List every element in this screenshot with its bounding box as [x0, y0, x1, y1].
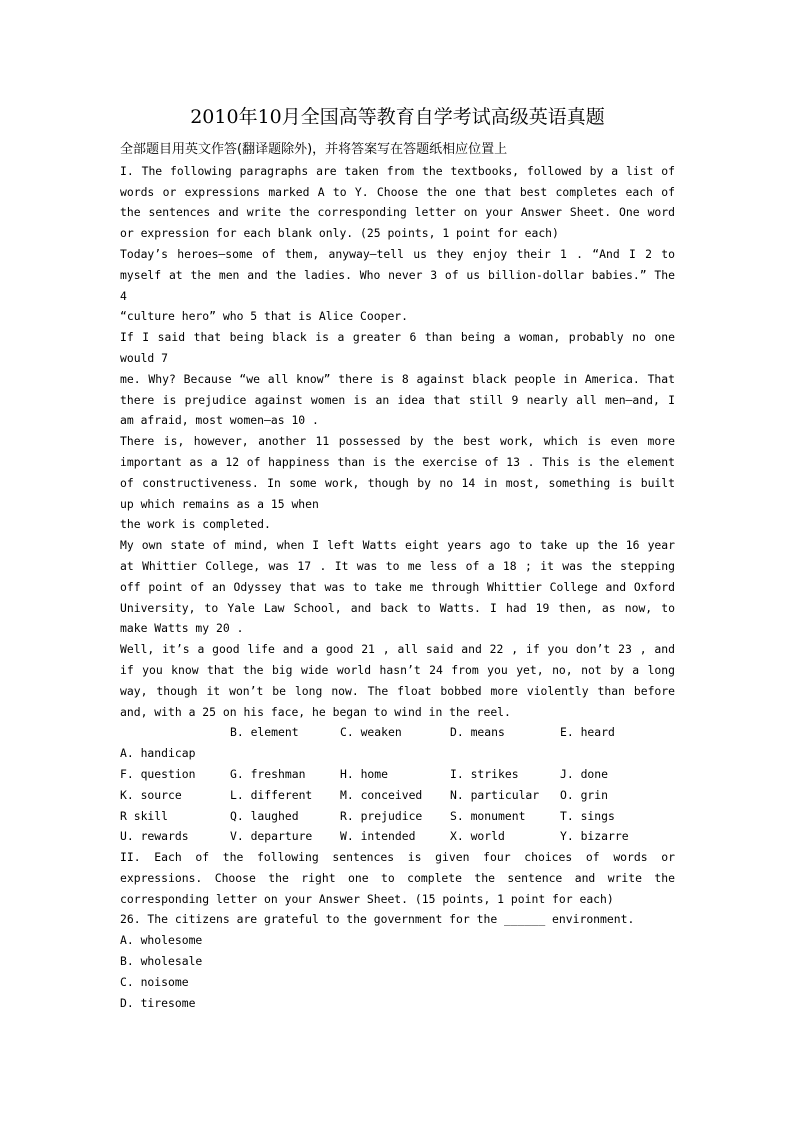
question-26: 26. The citizens are grateful to the government for the ______ environment. — [120, 912, 635, 927]
option-cell: S. monument — [450, 808, 526, 823]
option-cell: W. intended — [340, 829, 416, 844]
word-options-list — [120, 722, 675, 847]
options-row — [120, 764, 675, 785]
option-cell: R skill — [120, 808, 169, 823]
option-cell: L. different — [230, 787, 313, 802]
options-row — [120, 743, 675, 764]
option-cell: U. rewards — [120, 829, 189, 844]
passage-paragraph-2: If I said that being black is a greater 6 than being a woman, probably no one would 7 — [120, 330, 675, 365]
option-cell: V. departure — [230, 829, 313, 844]
option-cell: M. conceived — [340, 787, 423, 802]
page-title: 2010年10月全国高等教育自学考试高级英语真题 — [190, 106, 605, 128]
options-row — [120, 722, 675, 743]
option-cell: D. means — [450, 725, 505, 740]
option-cell: A. handicap — [120, 746, 196, 761]
passage-paragraph-3: There is, however, another 11 possessed by the best work, which is even more important as a 12 of happiness than is the exercise of 13 . This is the element of constructiveness. In some work, though by no 14 in most, something is built up which remains as a 15 when — [120, 434, 675, 511]
option-cell: X. world — [450, 829, 505, 844]
choice-a: A. wholesome — [120, 933, 203, 948]
option-cell: Q. laughed — [230, 808, 299, 823]
instruction-text: 全部题目用英文作答(翻译题除外)，并将答案写在答题纸相应位置上 — [120, 142, 508, 157]
choice-d: D. tiresome — [120, 995, 196, 1010]
option-cell: I. strikes — [450, 766, 519, 781]
passage-paragraph-1-continued: “culture hero” who 5 that is Alice Cooper. — [120, 309, 409, 324]
exam-page — [120, 104, 675, 1013]
option-cell: C. weaken — [340, 725, 402, 740]
option-cell: G. freshman — [230, 766, 306, 781]
passage-paragraph-4: My own state of mind, when I left Watts eight years ago to take up the 16 year at Whittier College, was 17 . It was to me less of a 18 ; it was the stepping off point of an Odyssey that was to take me through Whittier College and Oxford University, to Yale Law School, and back to Watts. I had 19 then, as now, to make Watts my 20 . — [120, 538, 675, 636]
passage-paragraph-1: Today’s heroes—some of them, anyway—tell us they enjoy their 1 . “And I 2 to myself at the men and the ladies. Who never 3 of us billion-dollar babies.” The 4 — [120, 246, 675, 303]
passage-paragraph-2-continued: me. Why? Because “we all know” there is 8 against black people in America. That there is prejudice against women is an idea that still 9 nearly all men—and, I am afraid, most women—as 10 . — [120, 371, 675, 428]
option-cell: H. home — [340, 766, 389, 781]
option-cell: K. source — [120, 787, 182, 802]
options-row — [120, 785, 675, 806]
options-row — [120, 806, 675, 827]
passage-paragraph-3-continued: the work is completed. — [120, 517, 271, 532]
option-cell: Y. bizarre — [560, 829, 629, 844]
option-cell: F. question — [120, 766, 196, 781]
section1-intro: I. The following paragraphs are taken from the textbooks, followed by a list of words or expressions marked A to Y. Choose the one that best completes each of the sentences and write the corresponding letter on your Answer Sheet. One word or expression for each blank only. (25 points, 1 point for each) — [120, 163, 675, 241]
options-row — [120, 826, 675, 847]
option-cell: R. prejudice — [340, 808, 423, 823]
option-cell: J. done — [560, 766, 609, 781]
option-cell: B. element — [230, 725, 299, 740]
option-cell: T. sings — [560, 808, 615, 823]
option-cell: E. heard — [560, 725, 615, 740]
option-cell — [120, 722, 230, 743]
choice-c: C. noisome — [120, 974, 189, 989]
section2-intro: II. Each of the following sentences is given four choices of words or expressions. Choose the right one to complete the sentence and write the corresponding letter on your Answer Sheet. (15 points, 1 point for each) — [120, 850, 675, 906]
option-cell: N. particular — [450, 787, 540, 802]
choice-b: B. wholesale — [120, 954, 203, 969]
passage-paragraph-5: Well, it’s a good life and a good 21 , all said and 22 , if you don’t 23 , and if you know that the big wide world hasn’t 24 from you yet, no, not by a long way, though it won’t be long now. The float bobbed more violently than before and, with a 25 on his face, he began to wind in the reel. — [120, 642, 675, 719]
option-cell: O. grin — [560, 787, 609, 802]
